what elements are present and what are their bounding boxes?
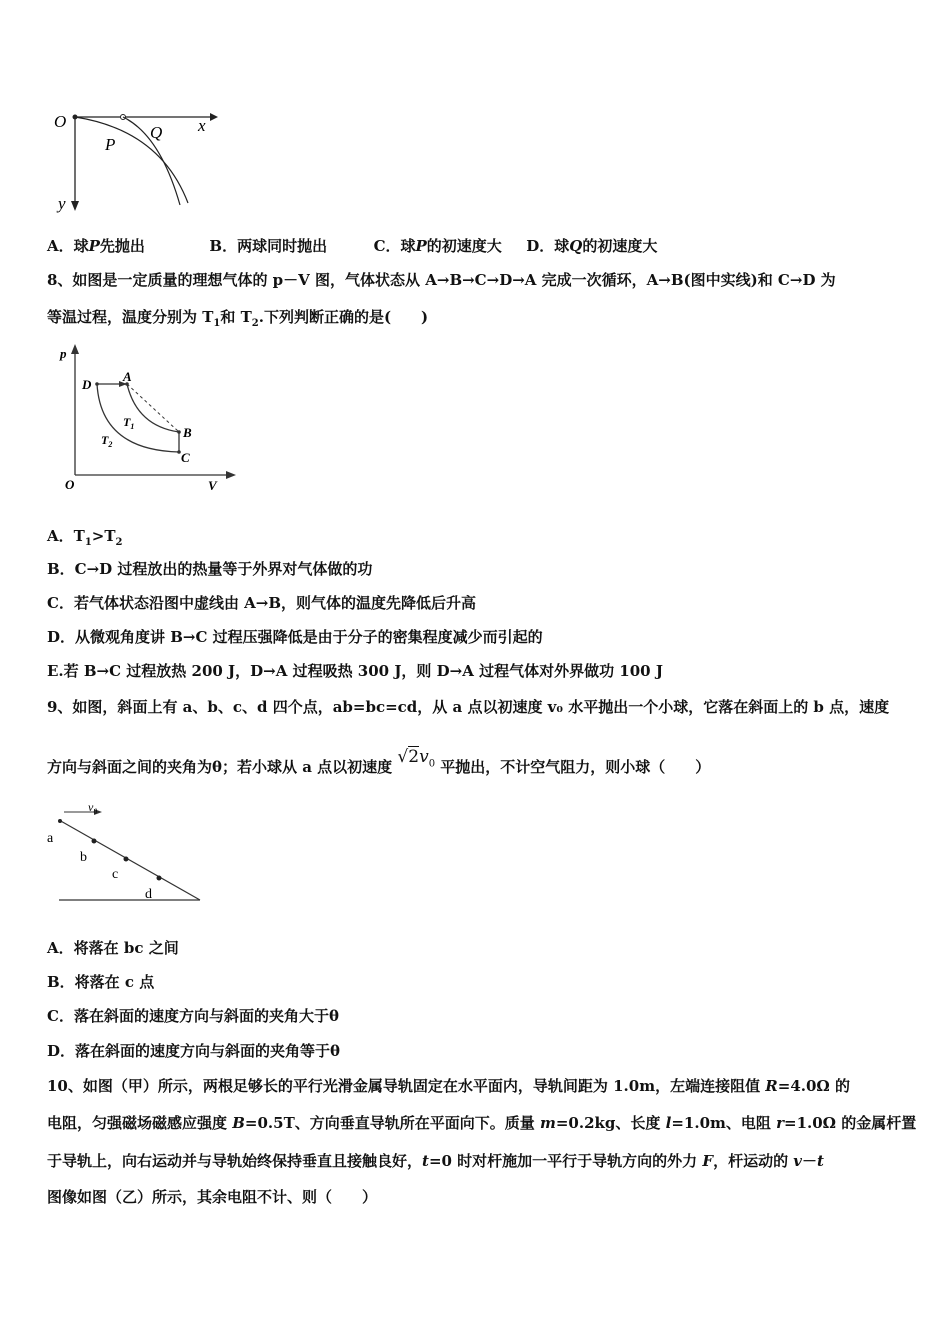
q10-stem-line1: 10、如图（甲）所示，两根足够长的平行光滑金属导轨固定在水平面内，导轨间距为 1.0m，左端连接阻值 R=4.0Ω 的 (47, 1077, 851, 1095)
q8-option-e: E.若 B→C 过程放热 200 J，D→A 过程吸热 300 J，则 D→A 过程气体对外界做功 100 J (47, 662, 663, 680)
incline-figure-q9 (42, 800, 207, 908)
projectile-figure-q7 (50, 105, 220, 215)
q8-option-d: D．从微观角度讲 B→C 过程压强降低是由于分子的密集程度减少而引起的 (47, 628, 543, 646)
label-p: P (105, 135, 116, 154)
point-d (95, 382, 99, 386)
q7-option-b: B．两球同时抛出 (209, 237, 328, 255)
label-t1: $T_1$ (123, 415, 135, 431)
label-b: b (80, 850, 87, 865)
label-o: O (54, 112, 67, 131)
sqrt2-v0-formula: $√2v_0$ (397, 747, 436, 770)
point-b (92, 839, 97, 844)
q7-option-a: A．球P先抛出 (47, 237, 145, 255)
q8-option-c: C．若气体状态沿图中虚线由 A→B，则气体的温度先降低后升高 (47, 594, 477, 612)
label-b: B (183, 425, 192, 440)
label-v0: v₀ (88, 800, 98, 814)
q10-stem-line3: 于导轨上，向右运动并与导轨始终保持垂直且接触良好，t=0 时对杆施加一平行于导轨方向的外力 F，杆运动的 v－t (47, 1152, 824, 1170)
point-c (124, 857, 129, 862)
p-arrow-icon (71, 344, 79, 354)
q8-option-a: A．$T_1>T_2$ (47, 527, 123, 548)
q8-stem-line2: 等温过程，温度分别为 $T_1$和 $T_2$.下列判断正确的是( ) (47, 308, 429, 329)
label-t2: $T_2$ (101, 433, 113, 449)
q10-stem-line4: 图像如图（乙）所示，其余电阻不计、则（ ） (47, 1188, 378, 1206)
point-a (58, 819, 62, 823)
q8-stem-line1: 8、如图是一定质量的理想气体的 p－V 图，气体状态从 A→B→C→D→A 完成一次循环，A→B(图中实线)和 C→D 为 (47, 271, 836, 289)
q9-option-a: A．将落在 bc 之间 (47, 939, 179, 957)
label-c: c (112, 867, 119, 882)
point-d (157, 876, 162, 881)
label-d: d (145, 887, 152, 902)
label-q: Q (150, 123, 163, 142)
q7-option-c: C．球P的初速度大 (373, 237, 502, 255)
q8-option-b: B．C→D 过程放出的热量等于外界对气体做的功 (47, 560, 373, 578)
x-arrow-icon (210, 113, 218, 121)
q9-option-b: B．将落在 c 点 (47, 973, 155, 991)
dashed-a-to-b (127, 384, 179, 432)
label-a: A (123, 369, 132, 384)
label-c: C (181, 450, 190, 465)
label-x: x (198, 116, 206, 135)
label-o: O (65, 477, 75, 492)
q7-options (47, 236, 657, 256)
label-a: a (47, 831, 54, 846)
q9-option-d: D．落在斜面的速度方向与斜面的夹角等于θ (47, 1042, 341, 1060)
q10-stem-line2: 电阻，匀强磁场磁感应强度 B=0.5T、方向垂直导轨所在平面向下。质量 m=0.2kg、长度 l=1.0m、电阻 r=1.0Ω 的金属杆置 (47, 1114, 917, 1132)
point-b (177, 430, 181, 434)
q7-option-d: D．球Q的初速度大 (526, 237, 658, 255)
y-arrow-icon (71, 201, 79, 211)
q9-stem-line1: 9、如图，斜面上有 a、b、c、d 四个点，ab=bc=cd，从 a 点以初速度 v₀ 水平抛出一个小球，它落在斜面上的 b 点，速度 (47, 698, 890, 716)
curve-p (75, 117, 188, 203)
label-y: y (58, 194, 66, 213)
label-d: D (82, 377, 92, 392)
q9-option-c: C．落在斜面的速度方向与斜面的夹角大于θ (47, 1007, 339, 1025)
label-v: V (208, 478, 217, 493)
pv-diagram-q8 (55, 340, 245, 495)
label-p: p (60, 346, 67, 361)
q9-stem-line2: 方向与斜面之间的夹角为θ；若小球从 a 点以初速度 $√2v_0$ 平抛出，不计空气阻力，则小球（ ） (47, 747, 711, 776)
v-arrow-icon (226, 471, 236, 479)
